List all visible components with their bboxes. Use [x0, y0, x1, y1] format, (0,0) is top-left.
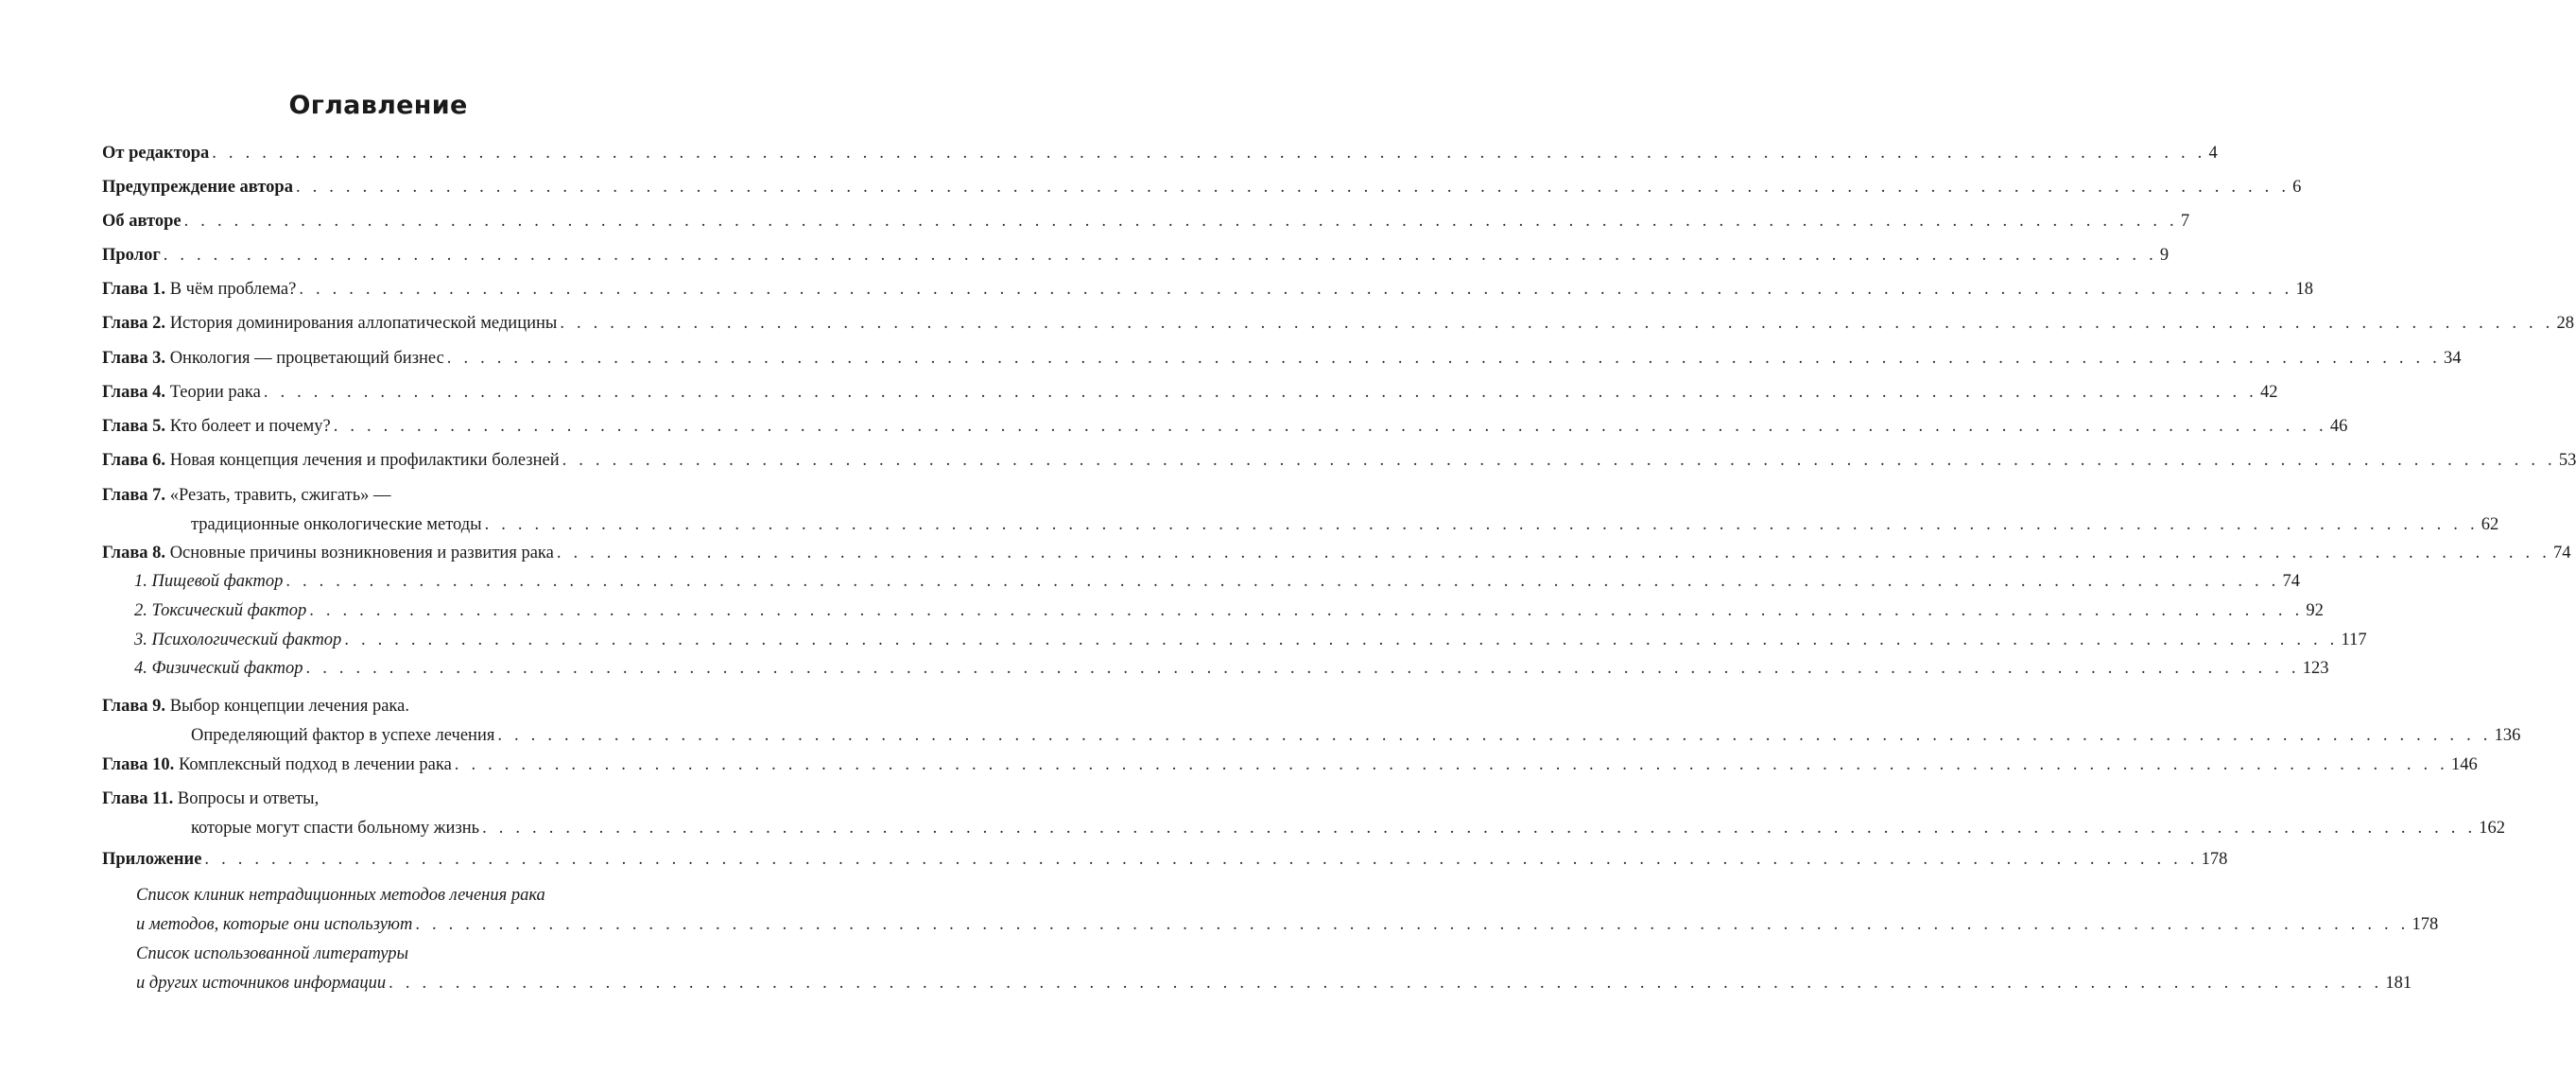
entry-label-continued: и других источников информации [136, 974, 387, 993]
entry-page-number: 7 [2180, 212, 2190, 231]
toc-entry-first-line [136, 883, 545, 908]
toc-entry [136, 971, 2412, 995]
dot-leader: . . . . . . . . . . . . . . . . . . . . . . . . . . . . . . . . . . . . . . . . . . . . . . . . . . . . . . . . . . . . . . . . . . . . . . . . . . . . . . . . . . . . . . . . . . . . . . . . . . . . . . . . . . . . . . . . . . . . . . . . [299, 280, 2293, 299]
entry-page-number: 34 [2443, 349, 2462, 368]
entry-page-number: 92 [2306, 601, 2324, 620]
dot-leader: . . . . . . . . . . . . . . . . . . . . . . . . . . . . . . . . . . . . . . . . . . . . . . . . . . . . . . . . . . . . . . . . . . . . . . . . . . . . . . . . . . . . . . . . . . . . . . . . . . . . . . . . . . . . . . . . . . . . . . . . [389, 974, 2383, 993]
dot-leader: . . . . . . . . . . . . . . . . . . . . . . . . . . . . . . . . . . . . . . . . . . . . . . . . . . . . . . . . . . . . . . . . . . . . . . . . . . . . . . . . . . . . . . . . . . . . . . . . . . . . . . . . . . . . . . . . . . . . . . . . [204, 850, 2199, 869]
dot-leader: . . . . . . . . . . . . . . . . . . . . . . . . . . . . . . . . . . . . . . . . . . . . . . . . . . . . . . . . . . . . . . . . . . . . . . . . . . . . . . . . . . . . . . . . . . . . . . . . . . . . . . . . . . . . . . . . . . . . . . . . [163, 246, 2157, 265]
entry-label [102, 414, 331, 439]
entry-page-number: 53 [2558, 451, 2576, 470]
entry-label-continued: которые могут спасти больному жизнь [191, 819, 480, 838]
entry-label [102, 311, 557, 336]
chapter-number: Глава 7. [102, 486, 166, 505]
chapter-number: Глава 9. [102, 697, 166, 716]
toc-entry [102, 380, 2278, 405]
dot-leader: . . . . . . . . . . . . . . . . . . . . . . . . . . . . . . . . . . . . . . . . . . . . . . . . . . . . . . . . . . . . . . . . . . . . . . . . . . . . . . . . . . . . . . . . . . . . . . . . . . . . . . . . . . . . . . . . . . . . . . . . [309, 601, 2304, 620]
chapter-title: Выбор концепции лечения рака. [165, 697, 409, 716]
dot-leader: . . . . . . . . . . . . . . . . . . . . . . . . . . . . . . . . . . . . . . . . . . . . . . . . . . . . . . . . . . . . . . . . . . . . . . . . . . . . . . . . . . . . . . . . . . . . . . . . . . . . . . . . . . . . . . . . . . . . . . . . [484, 515, 2479, 534]
entry-label: Список клиник нетрадиционных методов лечения рака [136, 886, 545, 905]
toc-entry [191, 512, 2499, 537]
toc-entry [102, 175, 2302, 199]
dot-leader: . . . . . . . . . . . . . . . . . . . . . . . . . . . . . . . . . . . . . . . . . . . . . . . . . . . . . . . . . . . . . . . . . . . . . . . . . . . . . . . . . . . . . . . . . . . . . . . . . . . . . . . . . . . . . . . . . . . . . . . . [562, 451, 2556, 470]
chapter-title: «Резать, травить, сжигать» — [165, 486, 391, 505]
toc-entry [102, 311, 2575, 336]
chapter-number: Пролог [102, 246, 161, 265]
chapter-title: Новая концепция лечения и профилактики болезней [165, 451, 560, 470]
entry-label [102, 753, 452, 777]
toc-entry [134, 628, 2367, 652]
dot-leader: . . . . . . . . . . . . . . . . . . . . . . . . . . . . . . . . . . . . . . . . . . . . . . . . . . . . . . . . . . . . . . . . . . . . . . . . . . . . . . . . . . . . . . . . . . . . . . . . . . . . . . . . . . . . . . . . . . . . . . . . [497, 726, 2492, 745]
entry-page-number: 181 [2385, 974, 2412, 993]
dot-leader: . . . . . . . . . . . . . . . . . . . . . . . . . . . . . . . . . . . . . . . . . . . . . . . . . . . . . . . . . . . . . . . . . . . . . . . . . . . . . . . . . . . . . . . . . . . . . . . . . . . . . . . . . . . . . . . . . . . . . . . . [212, 144, 2206, 163]
toc-entry-first-line [102, 483, 391, 508]
entry-page-number: 178 [2412, 915, 2439, 934]
entry-label [102, 486, 391, 505]
dot-leader: . . . . . . . . . . . . . . . . . . . . . . . . . . . . . . . . . . . . . . . . . . . . . . . . . . . . . . . . . . . . . . . . . . . . . . . . . . . . . . . . . . . . . . . . . . . . . . . . . . . . . . . . . . . . . . . . . . . . . . . . [446, 349, 2441, 368]
toc-entry [191, 816, 2506, 840]
dot-leader: . . . . . . . . . . . . . . . . . . . . . . . . . . . . . . . . . . . . . . . . . . . . . . . . . . . . . . . . . . . . . . . . . . . . . . . . . . . . . . . . . . . . . . . . . . . . . . . . . . . . . . . . . . . . . . . . . . . . . . . . [560, 314, 2554, 333]
entry-page-number: 6 [2292, 178, 2302, 197]
entry-page-number: 28 [2556, 314, 2575, 333]
entry-label: Список использованной литературы [136, 944, 408, 963]
entry-label-continued: традиционные онкологические методы [191, 515, 482, 534]
entry-label [102, 141, 209, 165]
entry-label: 2. Токсический фактор [134, 601, 307, 620]
toc-entry [134, 598, 2324, 623]
chapter-title: Онкология — процветающий бизнес [165, 349, 444, 368]
chapter-title: Основные причины возникновения и развития рака [165, 544, 554, 562]
entry-page-number: 18 [2295, 280, 2313, 299]
entry-label: 3. Психологический фактор [134, 631, 342, 649]
entry-label [102, 448, 560, 473]
entry-label [102, 277, 296, 302]
chapter-number: От редактора [102, 144, 210, 163]
chapter-number: Глава 6. [102, 451, 166, 470]
entry-label [102, 380, 261, 405]
entry-label: 4. Физический фактор [134, 659, 303, 678]
toc-entry-first-line [102, 787, 319, 811]
dot-leader: . . . . . . . . . . . . . . . . . . . . . . . . . . . . . . . . . . . . . . . . . . . . . . . . . . . . . . . . . . . . . . . . . . . . . . . . . . . . . . . . . . . . . . . . . . . . . . . . . . . . . . . . . . . . . . . . . . . . . . . . [556, 544, 2551, 562]
entry-page-number: 46 [2329, 417, 2348, 436]
dot-leader: . . . . . . . . . . . . . . . . . . . . . . . . . . . . . . . . . . . . . . . . . . . . . . . . . . . . . . . . . . . . . . . . . . . . . . . . . . . . . . . . . . . . . . . . . . . . . . . . . . . . . . . . . . . . . . . . . . . . . . . . [285, 572, 2280, 591]
toc-entry-first-line [136, 942, 408, 966]
entry-label: 1. Пищевой фактор [134, 572, 284, 591]
dot-leader: . . . . . . . . . . . . . . . . . . . . . . . . . . . . . . . . . . . . . . . . . . . . . . . . . . . . . . . . . . . . . . . . . . . . . . . . . . . . . . . . . . . . . . . . . . . . . . . . . . . . . . . . . . . . . . . . . . . . . . . . [333, 417, 2327, 436]
chapter-title: История доминирования аллопатической медицины [165, 314, 558, 333]
dot-leader: . . . . . . . . . . . . . . . . . . . . . . . . . . . . . . . . . . . . . . . . . . . . . . . . . . . . . . . . . . . . . . . . . . . . . . . . . . . . . . . . . . . . . . . . . . . . . . . . . . . . . . . . . . . . . . . . . . . . . . . . [295, 178, 2291, 197]
dot-leader: . . . . . . . . . . . . . . . . . . . . . . . . . . . . . . . . . . . . . . . . . . . . . . . . . . . . . . . . . . . . . . . . . . . . . . . . . . . . . . . . . . . . . . . . . . . . . . . . . . . . . . . . . . . . . . . . . . . . . . . . [482, 819, 2477, 838]
chapter-title: Кто болеет и почему? [165, 417, 331, 436]
entry-label [102, 789, 319, 808]
chapter-title: Вопросы и ответы, [173, 789, 320, 808]
dot-leader: . . . . . . . . . . . . . . . . . . . . . . . . . . . . . . . . . . . . . . . . . . . . . . . . . . . . . . . . . . . . . . . . . . . . . . . . . . . . . . . . . . . . . . . . . . . . . . . . . . . . . . . . . . . . . . . . . . . . . . . . [344, 631, 2339, 649]
toc-entry-first-line [102, 694, 409, 718]
chapter-title: В чём проблема? [165, 280, 297, 299]
toc-entry [102, 753, 2478, 777]
page-title: Оглавление [288, 91, 468, 120]
chapter-number: Об авторе [102, 212, 182, 231]
chapter-number: Глава 10. [102, 755, 175, 774]
dot-leader: . . . . . . . . . . . . . . . . . . . . . . . . . . . . . . . . . . . . . . . . . . . . . . . . . . . . . . . . . . . . . . . . . . . . . . . . . . . . . . . . . . . . . . . . . . . . . . . . . . . . . . . . . . . . . . . . . . . . . . . . [263, 383, 2257, 402]
entry-page-number: 42 [2260, 383, 2278, 402]
toc-entry [134, 569, 2301, 594]
chapter-number: Глава 3. [102, 349, 166, 368]
entry-page-number: 162 [2479, 819, 2506, 838]
toc-entry [102, 277, 2313, 302]
dot-leader: . . . . . . . . . . . . . . . . . . . . . . . . . . . . . . . . . . . . . . . . . . . . . . . . . . . . . . . . . . . . . . . . . . . . . . . . . . . . . . . . . . . . . . . . . . . . . . . . . . . . . . . . . . . . . . . . . . . . . . . . [305, 659, 2300, 678]
entry-label-continued: и методов, которые они используют [136, 915, 413, 934]
toc-entry [102, 141, 2218, 165]
entry-page-number: 9 [2159, 246, 2170, 265]
entry-page-number: 74 [2553, 544, 2571, 562]
toc-entry [102, 448, 2576, 473]
entry-page-number: 178 [2201, 850, 2228, 869]
entry-page-number: 74 [2282, 572, 2301, 591]
chapter-title: Комплексный подход в лечении рака [174, 755, 452, 774]
entry-page-number: 123 [2302, 659, 2329, 678]
toc-entry [102, 847, 2228, 872]
toc-entry [136, 912, 2439, 937]
toc-entry [102, 209, 2190, 234]
toc-entry [102, 414, 2348, 439]
chapter-number: Глава 4. [102, 383, 166, 402]
entry-page-number: 62 [2481, 515, 2499, 534]
toc-entry [191, 723, 2521, 748]
chapter-number: Предупреждение автора [102, 178, 293, 197]
chapter-number: Глава 5. [102, 417, 166, 436]
toc-entry [134, 656, 2329, 681]
toc-entry [102, 346, 2462, 371]
entry-label [102, 346, 444, 371]
toc-entry [102, 541, 2571, 565]
dot-leader: . . . . . . . . . . . . . . . . . . . . . . . . . . . . . . . . . . . . . . . . . . . . . . . . . . . . . . . . . . . . . . . . . . . . . . . . . . . . . . . . . . . . . . . . . . . . . . . . . . . . . . . . . . . . . . . . . . . . . . . . [415, 915, 2410, 934]
entry-label [102, 175, 293, 199]
entry-label [102, 697, 409, 716]
entry-label [102, 243, 161, 268]
entry-label [102, 847, 201, 872]
entry-page-number: 136 [2494, 726, 2521, 745]
entry-label [102, 209, 182, 234]
chapter-number: Глава 2. [102, 314, 166, 333]
entry-page-number: 117 [2341, 631, 2367, 649]
dot-leader: . . . . . . . . . . . . . . . . . . . . . . . . . . . . . . . . . . . . . . . . . . . . . . . . . . . . . . . . . . . . . . . . . . . . . . . . . . . . . . . . . . . . . . . . . . . . . . . . . . . . . . . . . . . . . . . . . . . . . . . . [454, 755, 2448, 774]
chapter-title: Теории рака [165, 383, 261, 402]
chapter-number: Глава 8. [102, 544, 166, 562]
chapter-number: Глава 11. [102, 789, 174, 808]
entry-page-number: 146 [2450, 755, 2478, 774]
entry-page-number: 4 [2208, 144, 2218, 163]
toc-entry [102, 243, 2170, 268]
entry-label [102, 541, 554, 565]
chapter-number: Глава 1. [102, 280, 166, 299]
dot-leader: . . . . . . . . . . . . . . . . . . . . . . . . . . . . . . . . . . . . . . . . . . . . . . . . . . . . . . . . . . . . . . . . . . . . . . . . . . . . . . . . . . . . . . . . . . . . . . . . . . . . . . . . . . . . . . . . . . . . . . . . [183, 212, 2178, 231]
chapter-number: Приложение [102, 850, 202, 869]
entry-label-continued: Определяющий фактор в успехе лечения [191, 726, 495, 745]
